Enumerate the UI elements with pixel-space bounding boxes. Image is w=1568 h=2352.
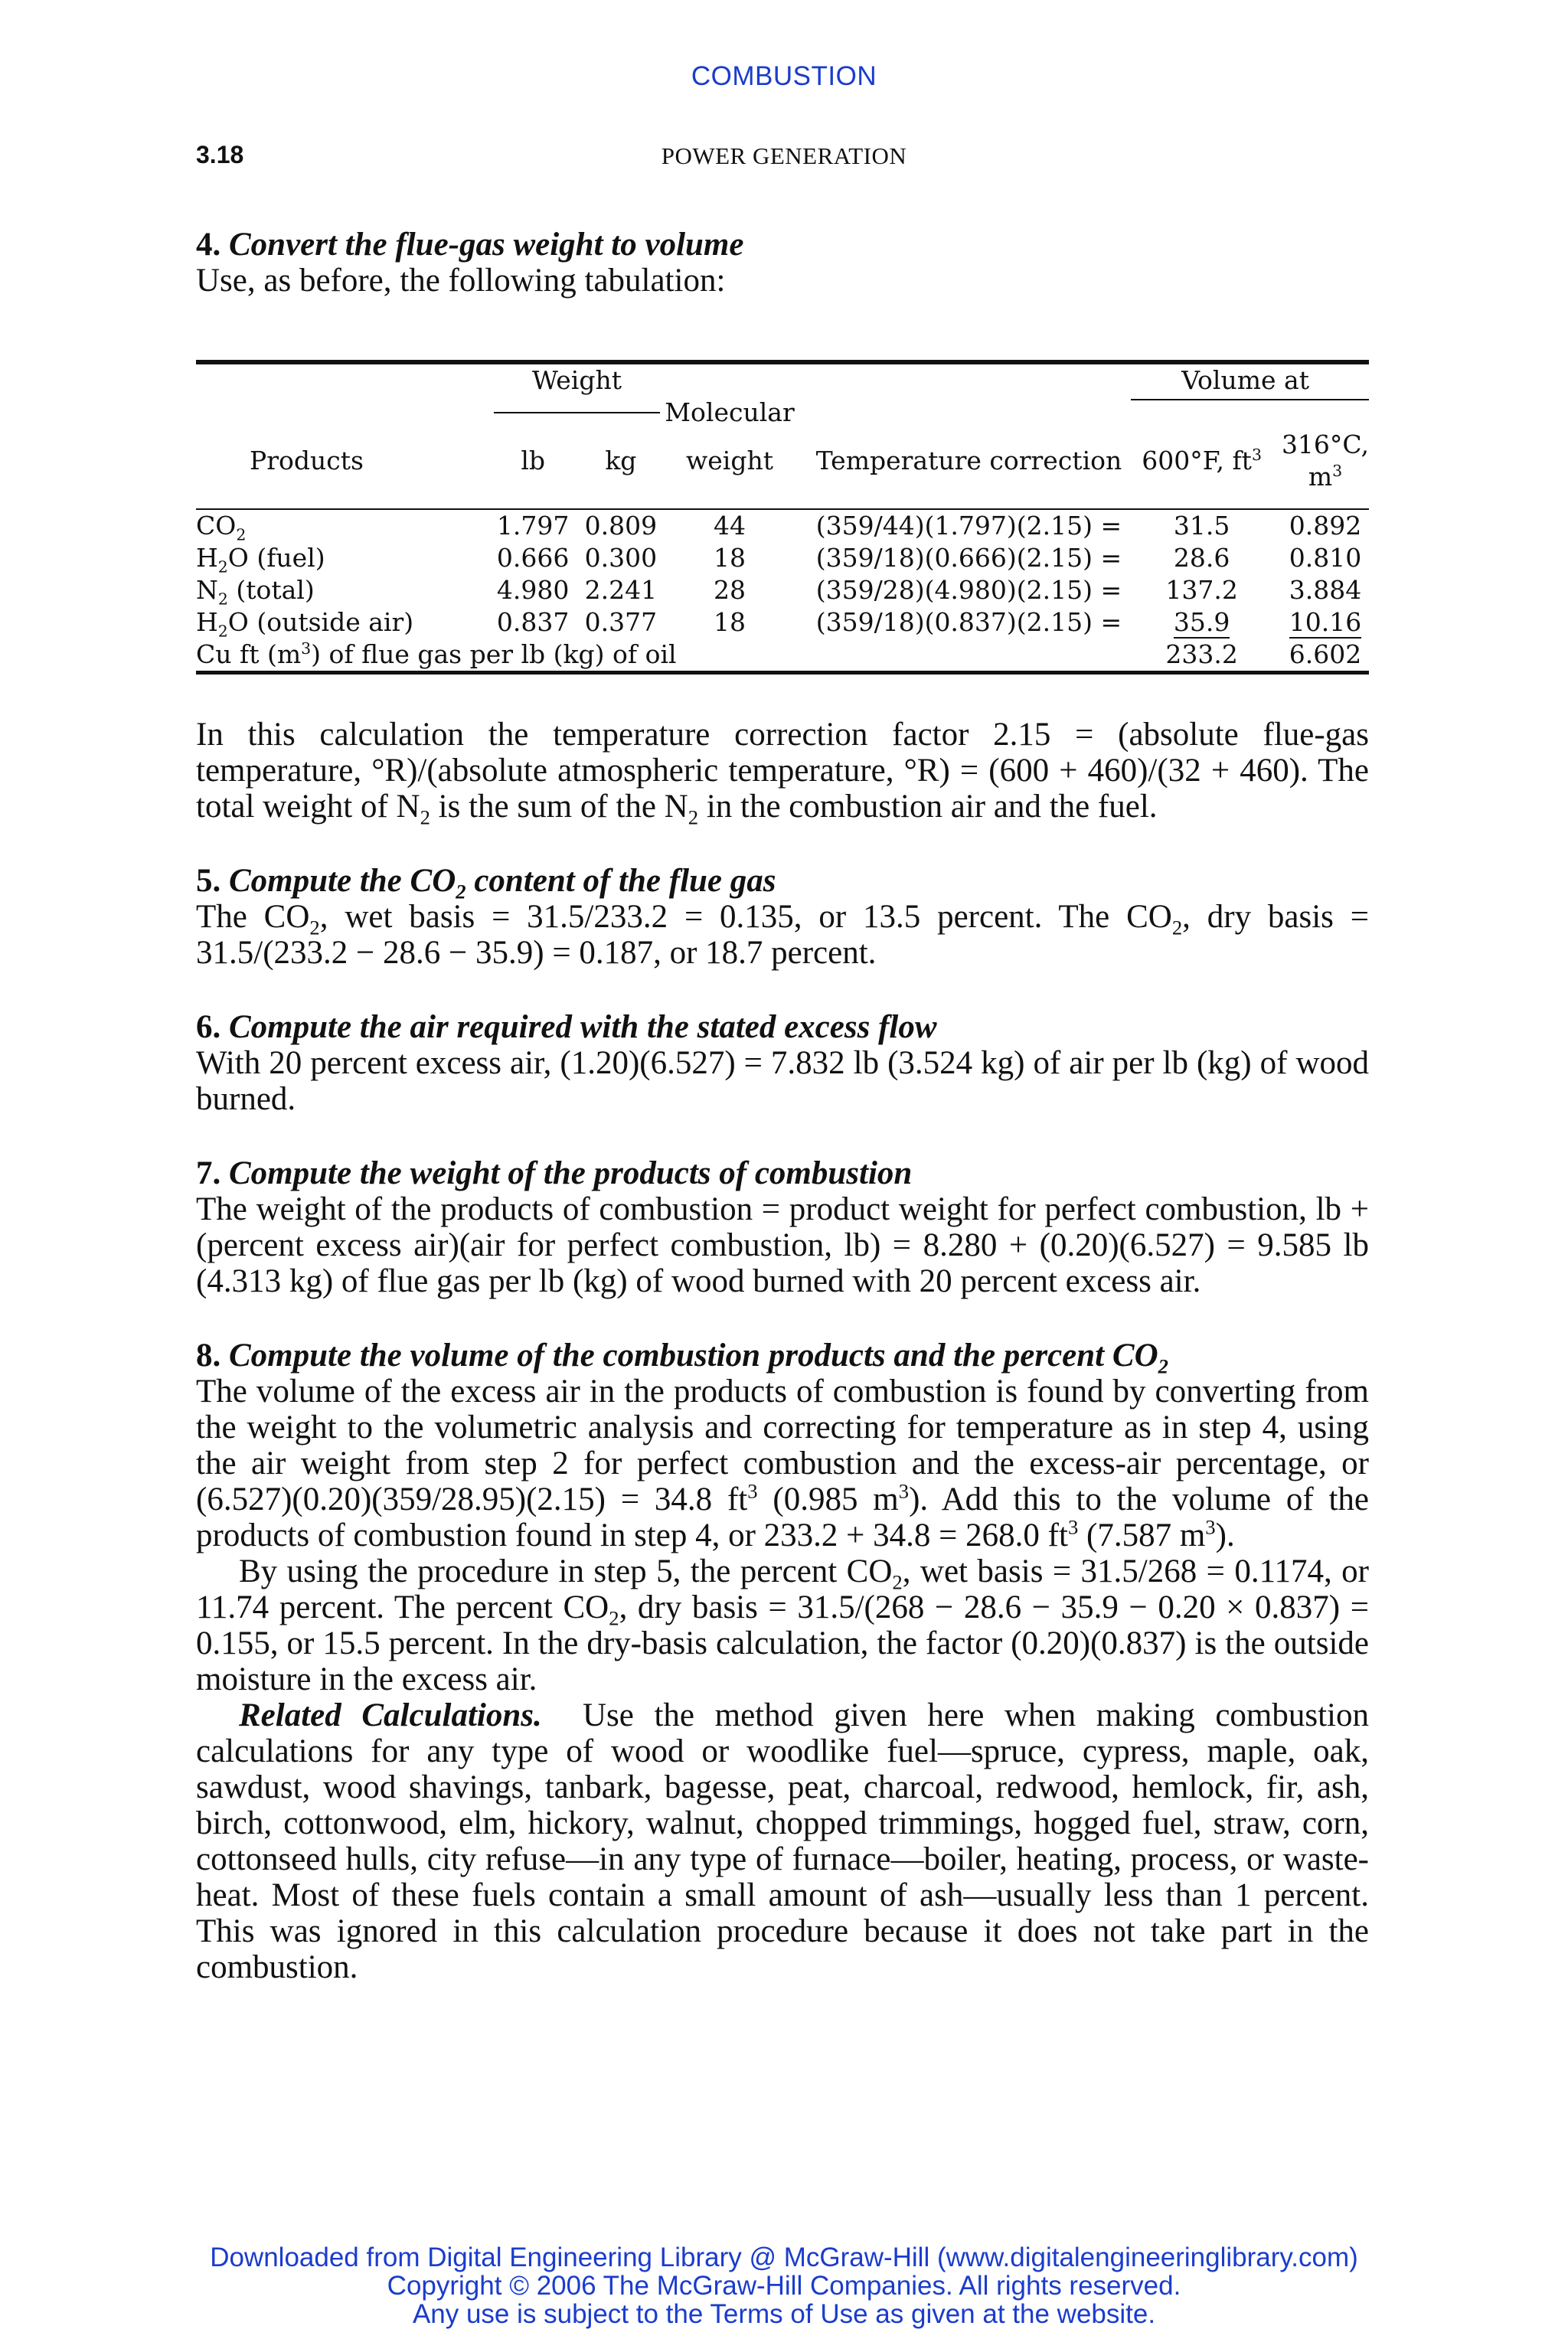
step-7-body: The weight of the products of combustion = product weight for perfect combustion, lb + (percent excess air)(air for perfect combustion, lb) = 8.280 + (0.20)(6.527) = 9.585 lb (4.313 kg) of flue gas per lb (kg) of wood burned with 20 percent excess air.	[196, 1191, 1369, 1299]
table-row: $N_2$ (total) 4.980 2.241 28 (359/28)(4.980)(2.15) = 137.2 3.884	[196, 575, 1362, 609]
table-bottom-rule	[196, 671, 1369, 675]
flue-gas-volume-table	[196, 360, 1369, 675]
table-row: $H_2O$ (outside air) 0.837 0.377 18 (359/18)(0.837)(2.15) = 35.9 10.16	[196, 607, 1362, 641]
kg-header: kg	[605, 446, 637, 475]
step-8-paragraph-2: By using the procedure in step 5, the percent $CO_2$, wet basis = 31.5/268 = 0.1174, or 11.74 percent. The percent $CO_2$, dry basis = 31.5/(268 − 28.6 − 35.9 − 0.20 × 0.837) = 0.155, or 15.5 percent. In the dry-basis calculation, the factor (0.20)(0.837) is the outside moisture in the excess air.	[196, 1553, 1369, 1697]
step-4-heading	[196, 227, 1369, 263]
temperature-correction-paragraph: In this calculation the temperature correction factor 2.15 = (absolute flue-gas temperature, °R)/(absolute atmospheric temperature, °R) = (600 + 460)/(32 + 460). The total weight of $N_2$ is the sum of the $N_2$ in the combustion air and the fuel.	[196, 717, 1369, 829]
products-header: Products	[250, 446, 364, 475]
main-content	[196, 227, 1369, 1985]
step-6-heading: 6. Compute the air required with the stated excess flow	[196, 1009, 937, 1045]
step-8-paragraph-1: The volume of the excess air in the products of combustion is found by converting from the weight to the volumetric analysis and correcting for temperature as in step 4, using the air weight from step 2 for perfect combustion and the excess-air percentage, or (6.527)(0.20)(359/28.95)(2.15) = 34.8 $ft^3$ (0.985 $m^3$). Add this to the volume of the products of combustion found in step 4, or 233.2 + 34.8 = 268.0 $ft^3$ (7.587 $m^3$).	[196, 1374, 1369, 1553]
running-head[interactable]: COMBUSTION	[691, 61, 877, 91]
step-5-heading: 5. Compute the $CO_2$ content of the flue gas	[196, 863, 776, 903]
molecular-weight-header: weight	[685, 446, 773, 475]
temperature-correction-header: Temperature correction	[815, 446, 1122, 475]
step-8-heading: 8. Compute the volume of the combustion products and the percent $CO_2$	[196, 1338, 1168, 1378]
page-number: 3.18	[196, 141, 244, 168]
step-4-intro: Use, as before, the following tabulation:	[196, 263, 726, 299]
table-row: $H_2O$ (fuel) 0.666 0.300 18 (359/18)(0.666)(2.15) = 28.6 0.810	[196, 543, 1362, 577]
footer-line-3: Any use is subject to the Terms of Use as given at the website.	[412, 2299, 1156, 2329]
step-7-heading: 7. Compute the weight of the products of combustion	[196, 1155, 913, 1191]
table-total-row: Cu ft $(m^3)$ of flue gas per lb (kg) of oil 233.2 6.602	[196, 639, 1362, 669]
molecular-header: Molecular	[665, 397, 795, 427]
step-5-body: The $CO_2$, wet basis = 31.5/233.2 = 0.135, or 13.5 percent. The $CO_2$, dry basis = 31.5/(233.2 − 28.6 − 35.9) = 0.187, or 18.7 percent.	[196, 899, 1369, 971]
volume-ft3-header: 600°F, $ft^3$	[1142, 446, 1262, 475]
related-calculations-title: Related Calculations.	[239, 1697, 542, 1733]
step-title: Convert the flue-gas weight to volume	[229, 227, 744, 263]
table-header-row-1	[196, 364, 1369, 397]
volume-m3-header: 316°C, $m^3$	[1281, 430, 1369, 492]
step-number: 4.	[196, 227, 221, 263]
table-header-row-3	[196, 429, 1369, 493]
volume-at-header: Volume at	[1181, 365, 1309, 395]
book-title: POWER GENERATION	[661, 142, 907, 169]
table-header-row-2	[196, 397, 1369, 429]
footer-line-2: Copyright © 2006 The McGraw-Hill Companies. All rights reserved.	[387, 2271, 1181, 2301]
related-calculations-paragraph: Related Calculations. Use the method given here when making combustion calculations for any type of wood or woodlike fuel—spruce, cypress, maple, oak, sawdust, wood shavings, tanbark, bagesse, peat, charcoal, redwood, hemlock, fir, ash, birch, cottonwood, elm, hickory, walnut, chopped trimmings, hogged fuel, straw, corn, cottonseed hulls, city refuse—in any type of furnace—boiler, heating, process, or waste-heat. Most of these fuels contain a small amount of ash—usually less than 1 percent. This was ignored in this calculation procedure because it does not take part in the combustion.	[196, 1697, 1369, 1985]
step-6-body: With 20 percent excess air, (1.20)(6.527) = 7.832 lb (3.524 kg) of air per lb (kg) of wood burned.	[196, 1045, 1369, 1117]
lb-header: lb	[521, 446, 545, 475]
table-row: $CO_2$ 1.797 0.809 44 (359/44)(1.797)(2.15) = 31.5 0.892	[196, 511, 1362, 544]
footer-line-1[interactable]: Downloaded from Digital Engineering Library @ McGraw-Hill (www.digitalengineeringlibrary.com)	[210, 2243, 1358, 2272]
footer-copyright[interactable]	[0, 2243, 1568, 2328]
weight-header: Weight	[532, 365, 622, 395]
table	[196, 364, 1369, 671]
